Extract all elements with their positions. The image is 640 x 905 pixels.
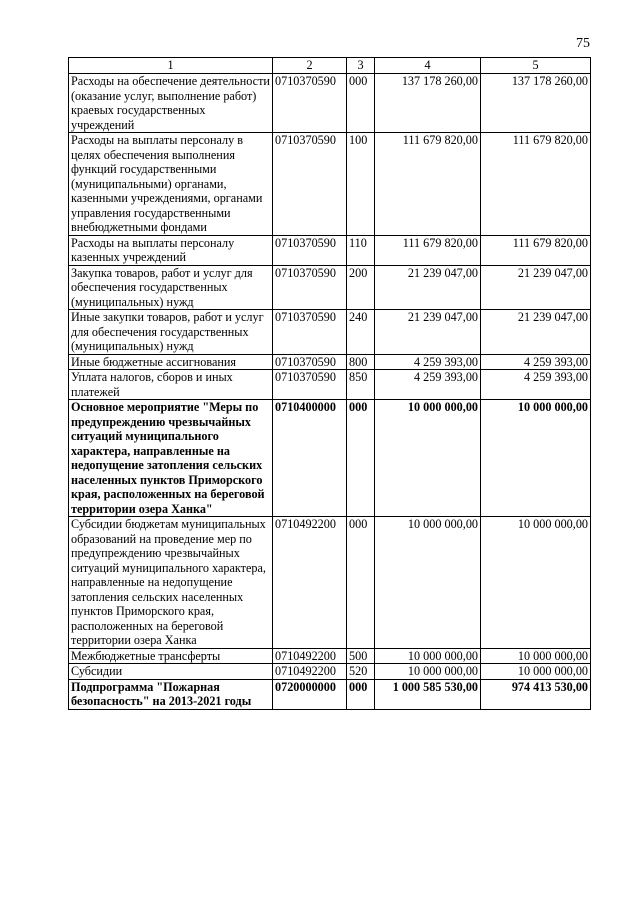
row-type: 000 (347, 679, 375, 709)
row-code: 0710370590 (273, 235, 347, 265)
table-row (69, 133, 591, 236)
row-amount-2: 137 178 260,00 (481, 74, 591, 133)
row-amount-1: 10 000 000,00 (375, 648, 481, 664)
column-header-4: 4 (375, 58, 481, 74)
row-amount-2: 111 679 820,00 (481, 133, 591, 236)
row-type: 200 (347, 265, 375, 310)
row-type: 500 (347, 648, 375, 664)
row-type: 100 (347, 133, 375, 236)
row-amount-2: 10 000 000,00 (481, 664, 591, 680)
table-header-row (69, 58, 591, 74)
table-row (69, 400, 591, 517)
row-name: Основное мероприятие "Меры по предупреждению чрезвычайных ситуаций муниципального характера, направленные на недопущение затопления сельских населенных пунктов Приморского края, расположенных на береговой территории озера Ханка" (69, 400, 273, 517)
row-type: 000 (347, 517, 375, 649)
row-code: 0720000000 (273, 679, 347, 709)
row-type: 240 (347, 310, 375, 355)
row-type: 110 (347, 235, 375, 265)
row-code: 0710400000 (273, 400, 347, 517)
row-code: 0710492200 (273, 648, 347, 664)
row-name: Межбюджетные трансферты (69, 648, 273, 664)
row-amount-2: 21 239 047,00 (481, 310, 591, 355)
column-header-3: 3 (347, 58, 375, 74)
row-amount-1: 10 000 000,00 (375, 664, 481, 680)
row-amount-1: 4 259 393,00 (375, 354, 481, 370)
table-row (69, 370, 591, 400)
table-row (69, 310, 591, 355)
table-row (69, 265, 591, 310)
row-type: 800 (347, 354, 375, 370)
table-body (69, 74, 591, 710)
budget-table (68, 57, 591, 710)
table-row (69, 664, 591, 680)
column-header-1: 1 (69, 58, 273, 74)
row-amount-1: 21 239 047,00 (375, 265, 481, 310)
row-code: 0710370590 (273, 74, 347, 133)
row-amount-1: 21 239 047,00 (375, 310, 481, 355)
row-type: 850 (347, 370, 375, 400)
row-amount-1: 10 000 000,00 (375, 400, 481, 517)
column-header-2: 2 (273, 58, 347, 74)
table-row (69, 354, 591, 370)
row-amount-1: 111 679 820,00 (375, 235, 481, 265)
table-row (69, 648, 591, 664)
row-code: 0710370590 (273, 133, 347, 236)
row-name: Иные бюджетные ассигнования (69, 354, 273, 370)
row-amount-2: 974 413 530,00 (481, 679, 591, 709)
row-amount-2: 4 259 393,00 (481, 354, 591, 370)
row-amount-2: 10 000 000,00 (481, 648, 591, 664)
row-code: 0710492200 (273, 517, 347, 649)
row-amount-2: 10 000 000,00 (481, 400, 591, 517)
row-name: Расходы на выплаты персоналу в целях обеспечения выполнения функций государственными (муниципальными) органами, казенными учреждениями, органами управления государственными внебюджетными фондами (69, 133, 273, 236)
row-amount-2: 21 239 047,00 (481, 265, 591, 310)
row-amount-2: 10 000 000,00 (481, 517, 591, 649)
row-code: 0710370590 (273, 310, 347, 355)
table-row (69, 74, 591, 133)
row-code: 0710370590 (273, 370, 347, 400)
row-code: 0710370590 (273, 354, 347, 370)
row-code: 0710492200 (273, 664, 347, 680)
page-number: 75 (576, 36, 590, 51)
row-amount-2: 111 679 820,00 (481, 235, 591, 265)
row-type: 000 (347, 74, 375, 133)
row-amount-2: 4 259 393,00 (481, 370, 591, 400)
row-name: Субсидии бюджетам муниципальных образований на проведение мер по предупреждению чрезвычайных ситуаций муниципального характера, направленные на недопущение затопления сельских населенных пунктов Приморского края, расположенных на береговой территории озера Ханка (69, 517, 273, 649)
row-name: Подпрограмма "Пожарная безопасность" на 2013-2021 годы (69, 679, 273, 709)
row-amount-1: 1 000 585 530,00 (375, 679, 481, 709)
row-type: 000 (347, 400, 375, 517)
row-amount-1: 111 679 820,00 (375, 133, 481, 236)
row-name: Уплата налогов, сборов и иных платежей (69, 370, 273, 400)
row-amount-1: 10 000 000,00 (375, 517, 481, 649)
row-name: Закупка товаров, работ и услуг для обеспечения государственных (муниципальных) нужд (69, 265, 273, 310)
table-row (69, 517, 591, 649)
table-row (69, 235, 591, 265)
row-name: Субсидии (69, 664, 273, 680)
column-header-5: 5 (481, 58, 591, 74)
row-code: 0710370590 (273, 265, 347, 310)
row-type: 520 (347, 664, 375, 680)
row-name: Расходы на обеспечение деятельности (оказание услуг, выполнение работ) краевых государственных учреждений (69, 74, 273, 133)
row-name: Расходы на выплаты персоналу казенных учреждений (69, 235, 273, 265)
row-amount-1: 4 259 393,00 (375, 370, 481, 400)
table-row (69, 679, 591, 709)
row-name: Иные закупки товаров, работ и услуг для обеспечения государственных (муниципальных) нужд (69, 310, 273, 355)
row-amount-1: 137 178 260,00 (375, 74, 481, 133)
